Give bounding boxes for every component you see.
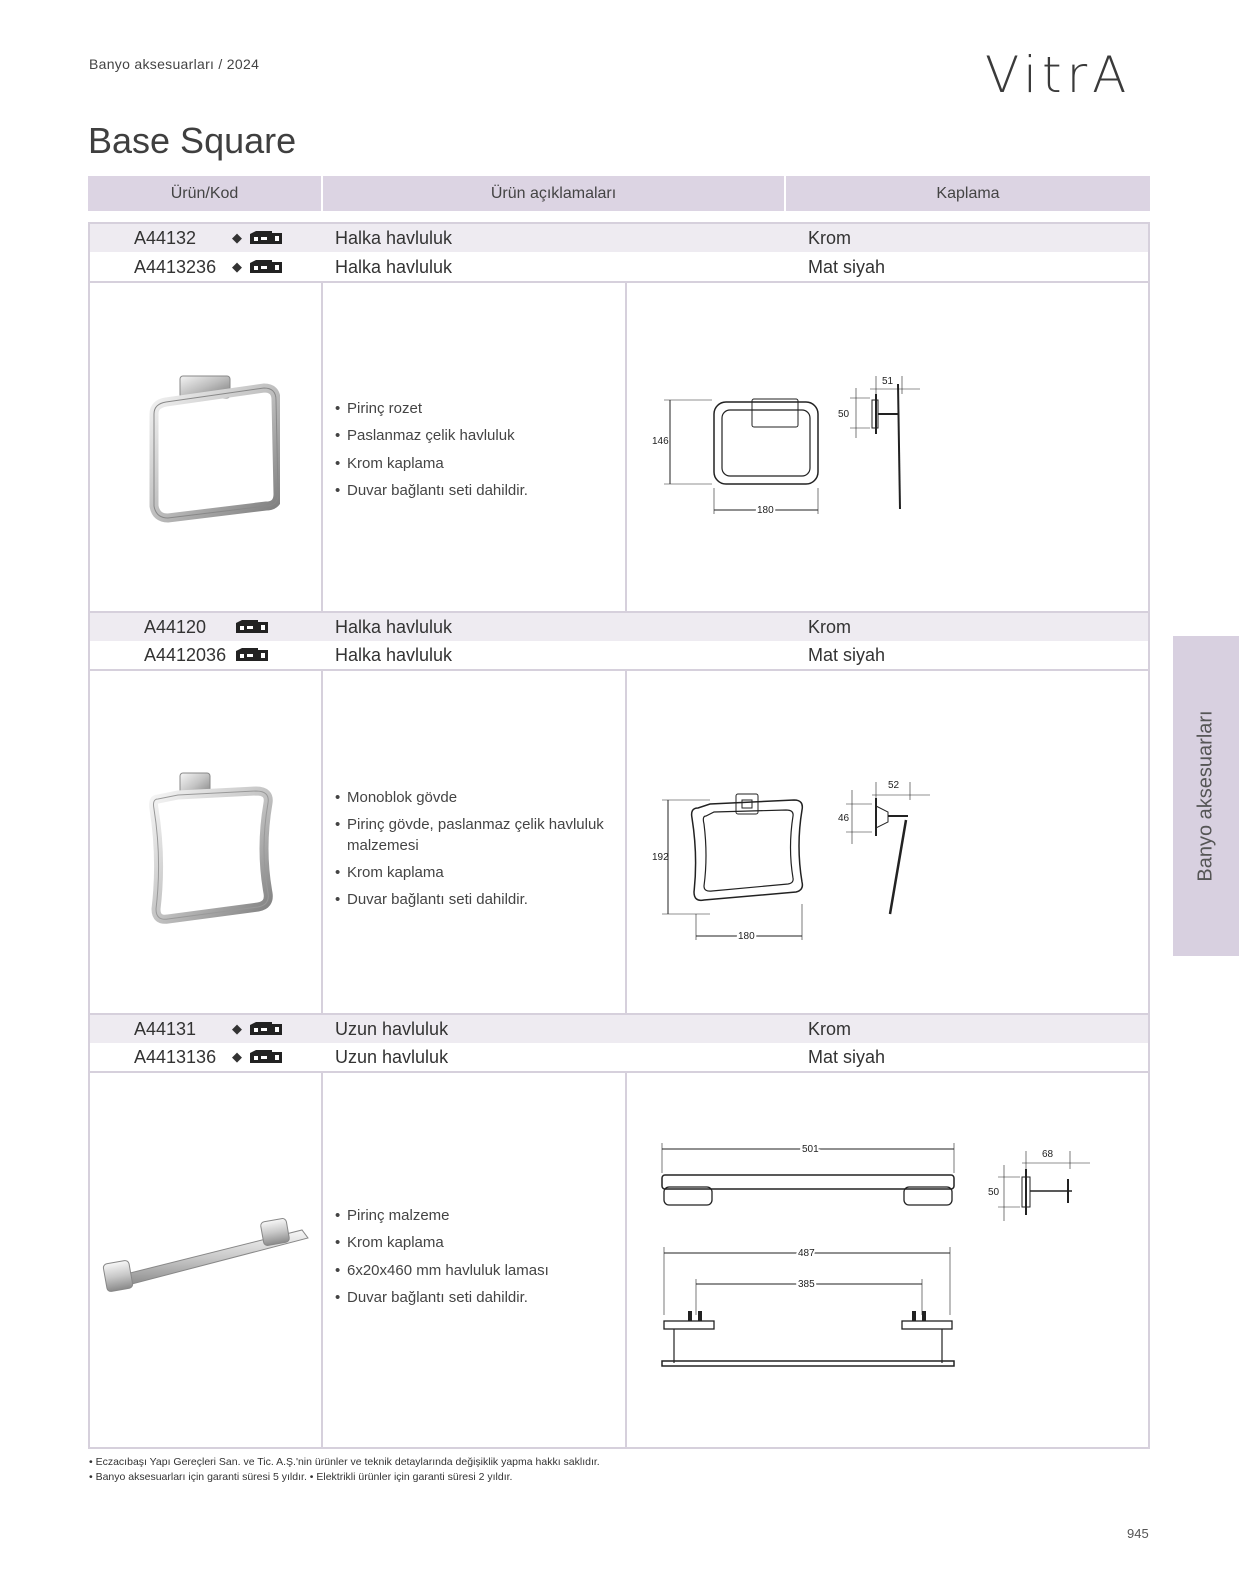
product-finish: Krom <box>808 227 852 248</box>
table-row <box>90 641 1148 669</box>
product-finish: Krom <box>808 616 852 637</box>
diamond-icon: ◆ <box>232 259 242 274</box>
technical-drawing <box>650 364 950 529</box>
wall-mount-icon <box>248 1050 284 1064</box>
technical-drawing <box>650 1129 1120 1374</box>
page-number: 945 <box>1127 1526 1149 1541</box>
feature-item: • 6x20x460 mm havluluk laması <box>335 1261 549 1281</box>
product-name: Halka havluluk <box>335 644 453 665</box>
feature-list <box>335 399 528 508</box>
product-photo-ring-towel-holder <box>140 364 280 529</box>
product-finish: Mat siyah <box>808 256 886 277</box>
feature-item: • Paslanmaz çelik havluluk <box>335 426 528 446</box>
footnote: • Banyo aksesuarları için garanti süresi 5 yıldır. • Elektrikli ürünler için garanti süresi 2 yıldır. <box>89 1471 513 1483</box>
wall-mount-icon <box>248 260 284 274</box>
table-row <box>90 1043 1148 1071</box>
product-code: A4413236 <box>134 256 217 277</box>
product-code: A44132 <box>134 227 197 248</box>
product-code: A4412036 <box>144 644 227 665</box>
diamond-icon: ◆ <box>232 1049 242 1064</box>
dimension-label: 50 <box>838 409 850 420</box>
dimension-label: 487 <box>798 1248 815 1259</box>
vitra-logo: VitrA <box>985 46 1132 104</box>
dimension-label: 146 <box>652 436 669 447</box>
column-header-description: Ürün açıklamaları <box>323 176 784 211</box>
feature-item: • Duvar bağlantı seti dahildir. <box>335 481 528 501</box>
footnote: • Eczacıbaşı Yapı Gereçleri San. ve Tic. A.Ş.'nin ürünler ve teknik detaylarında değişiklik yapma hakkı saklıdır. <box>89 1456 600 1468</box>
technical-drawing <box>650 764 950 949</box>
product-photo-ring-towel-holder <box>148 769 278 934</box>
feature-item: • Monoblok gövde <box>335 788 635 808</box>
wall-mount-icon <box>234 648 270 662</box>
feature-item: • Pirinç gövde, paslanmaz çelik havluluk malzemesi <box>335 815 635 856</box>
feature-list <box>335 788 635 917</box>
diamond-icon: ◆ <box>232 230 242 245</box>
table-row <box>90 253 1148 281</box>
product-finish: Mat siyah <box>808 644 886 665</box>
diamond-icon: ◆ <box>232 1021 242 1036</box>
wall-mount-icon <box>248 1022 284 1036</box>
section-side-tab[interactable] <box>1173 636 1239 956</box>
product-name: Uzun havluluk <box>335 1046 449 1067</box>
product-table <box>88 222 1150 1449</box>
dimension-label: 501 <box>802 1144 819 1155</box>
feature-item: • Krom kaplama <box>335 1233 549 1253</box>
product-finish: Krom <box>808 1018 852 1039</box>
feature-item: • Duvar bağlantı seti dahildir. <box>335 1288 549 1308</box>
wall-mount-icon <box>248 231 284 245</box>
table-row <box>90 1015 1148 1043</box>
feature-item: • Duvar bağlantı seti dahildir. <box>335 890 635 910</box>
catalog-category: Banyo aksesuarları / 2024 <box>89 56 260 72</box>
column-header-finish: Kaplama <box>786 176 1150 211</box>
feature-item: • Krom kaplama <box>335 454 528 474</box>
dimension-label: 68 <box>1042 1149 1054 1160</box>
feature-item: • Pirinç malzeme <box>335 1206 549 1226</box>
product-name: Halka havluluk <box>335 227 453 248</box>
dimension-label: 52 <box>888 780 900 791</box>
feature-item: • Pirinç rozet <box>335 399 528 419</box>
table-row <box>90 613 1148 641</box>
table-row <box>90 224 1148 252</box>
product-finish: Mat siyah <box>808 1046 886 1067</box>
dimension-label: 180 <box>757 505 774 516</box>
page-title: Base Square <box>88 120 297 161</box>
feature-item: • Krom kaplama <box>335 863 635 883</box>
dimension-label: 46 <box>838 813 850 824</box>
feature-list <box>335 1206 549 1315</box>
wall-mount-icon <box>234 620 270 634</box>
product-name: Halka havluluk <box>335 256 453 277</box>
product-code: A44131 <box>134 1018 197 1039</box>
product-code: A4413136 <box>134 1046 217 1067</box>
product-photo-towel-bar <box>102 1214 312 1299</box>
dimension-label: 50 <box>988 1187 1000 1198</box>
product-name: Uzun havluluk <box>335 1018 449 1039</box>
product-code: A44120 <box>144 616 207 637</box>
product-name: Halka havluluk <box>335 616 453 637</box>
dimension-label: 180 <box>738 931 755 942</box>
dimension-label: 192 <box>652 852 669 863</box>
side-tab-label: Banyo aksesuarları <box>1194 710 1217 882</box>
dimension-label: 385 <box>798 1279 815 1290</box>
column-header-code: Ürün/Kod <box>88 176 321 211</box>
dimension-label: 51 <box>882 376 894 387</box>
